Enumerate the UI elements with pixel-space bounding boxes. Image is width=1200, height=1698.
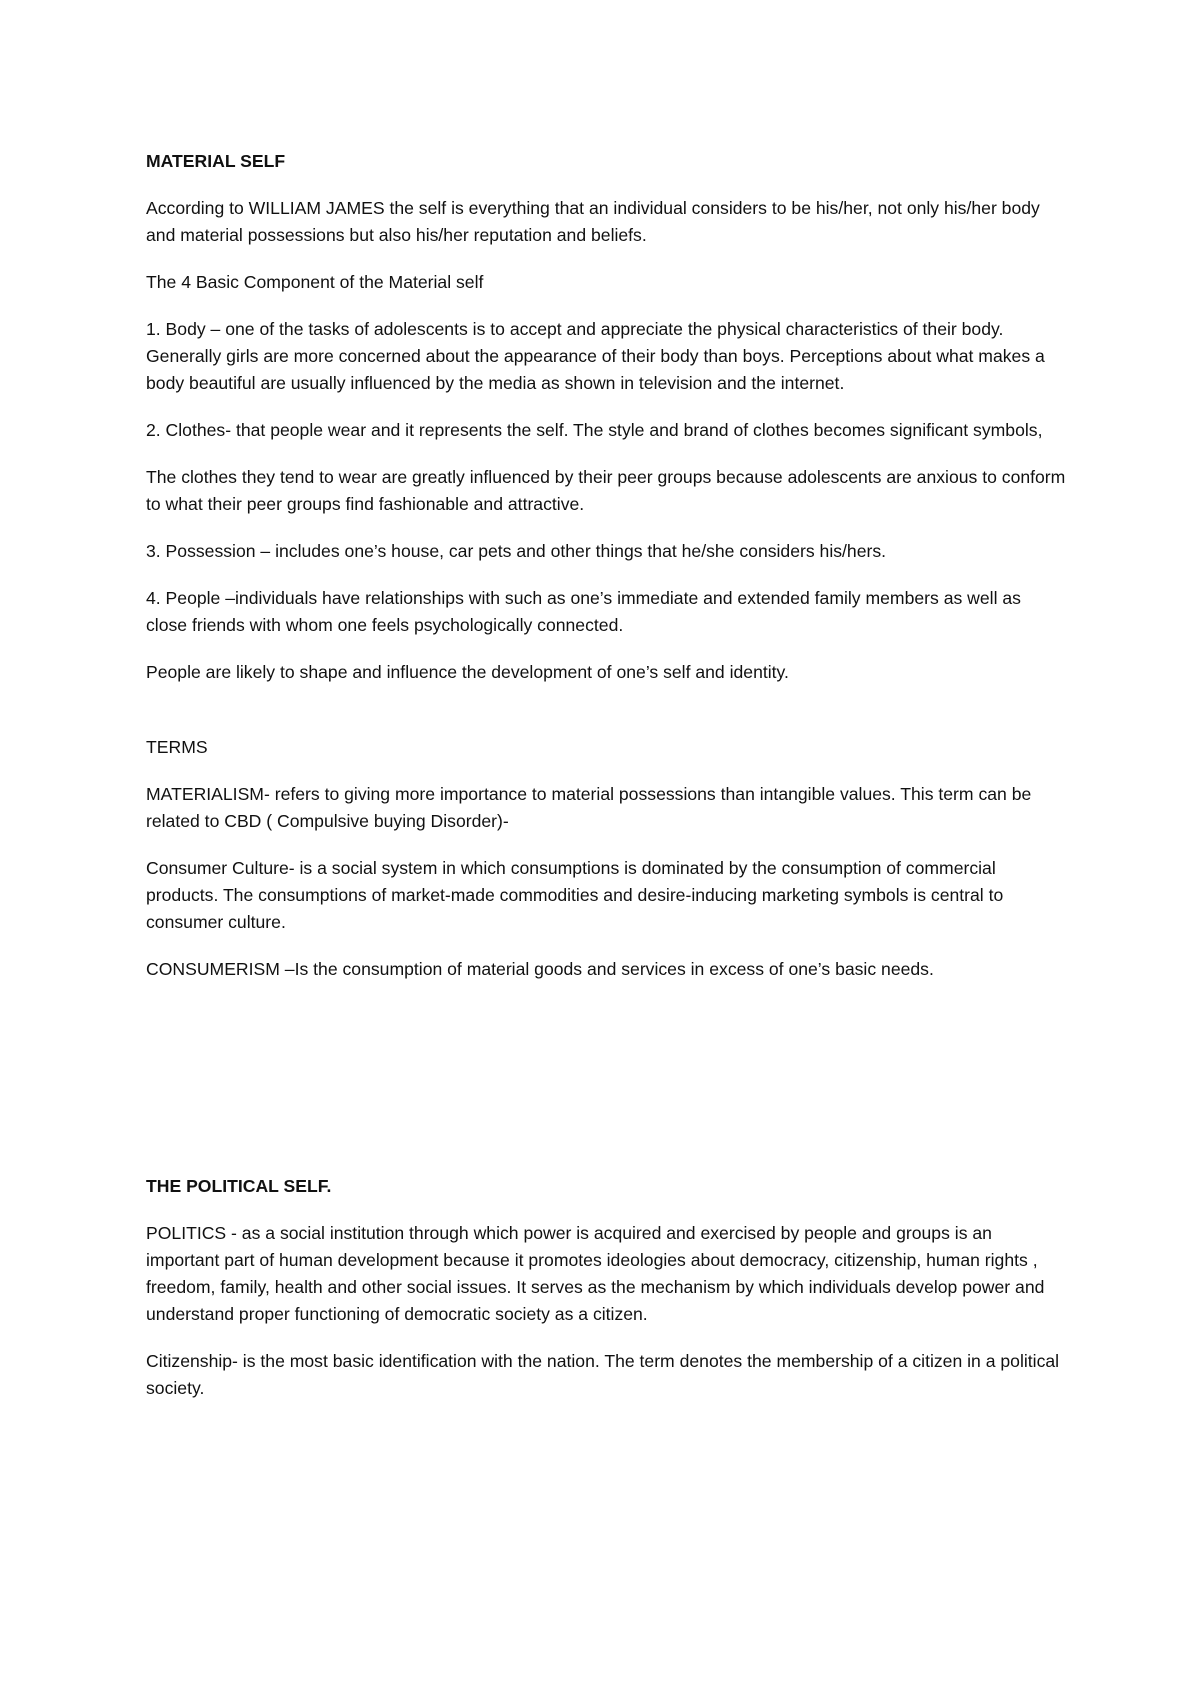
component-body: 1. Body – one of the tasks of adolescents is to accept and appreciate the physical characteristics of their body. Generally girls are more concerned about the appearance of their body than boys. Perceptions about what makes a body beautiful are usually influenced by the media as shown in television and the internet. bbox=[146, 319, 1045, 393]
political-self-heading: THE POLITICAL SELF. bbox=[146, 1176, 332, 1196]
term-consumer-culture: Consumer Culture- is a social system in which consumptions is dominated by the consumption of commercial products. The consumptions of market-made commodities and desire-inducing marketing symbols is central to consumer culture. bbox=[146, 858, 1004, 932]
terms-heading: TERMS bbox=[146, 737, 208, 757]
people-followup: People are likely to shape and influence the development of one’s self and identity. bbox=[146, 662, 789, 682]
material-self-intro: According to WILLIAM JAMES the self is everything that an individual considers to be his/her, not only his/her body and material possessions but also his/her reputation and beliefs. bbox=[146, 198, 1040, 245]
document-body bbox=[146, 148, 1066, 1422]
politics-definition: POLITICS - as a social institution through which power is acquired and exercised by people and groups is an important part of human development because it promotes ideologies about democracy, citizenship, human rights , freedom, family, health and other social issues. It serves as the mechanism by which individuals develop power and understand proper functioning of democratic society as a citizen. bbox=[146, 1223, 1045, 1324]
term-consumerism: CONSUMERISM –Is the consumption of material goods and services in excess of one’s basic needs. bbox=[146, 959, 934, 979]
components-title: The 4 Basic Component of the Material self bbox=[146, 272, 484, 292]
clothes-followup: The clothes they tend to wear are greatly influenced by their peer groups because adolescents are anxious to conform to what their peer groups find fashionable and attractive. bbox=[146, 467, 1066, 514]
term-materialism: MATERIALISM- refers to giving more importance to material possessions than intangible values. This term can be related to CBD ( Compulsive buying Disorder)- bbox=[146, 784, 1032, 831]
material-self-heading: MATERIAL SELF bbox=[146, 151, 286, 171]
component-possession: 3. Possession – includes one’s house, car pets and other things that he/she considers his/hers. bbox=[146, 541, 887, 561]
component-people: 4. People –individuals have relationships with such as one’s immediate and extended family members as well as close friends with whom one feels psychologically connected. bbox=[146, 588, 1021, 635]
component-clothes: 2. Clothes- that people wear and it represents the self. The style and brand of clothes becomes significant symbols, bbox=[146, 420, 1043, 440]
citizenship-definition: Citizenship- is the most basic identification with the nation. The term denotes the membership of a citizen in a political society. bbox=[146, 1351, 1060, 1398]
